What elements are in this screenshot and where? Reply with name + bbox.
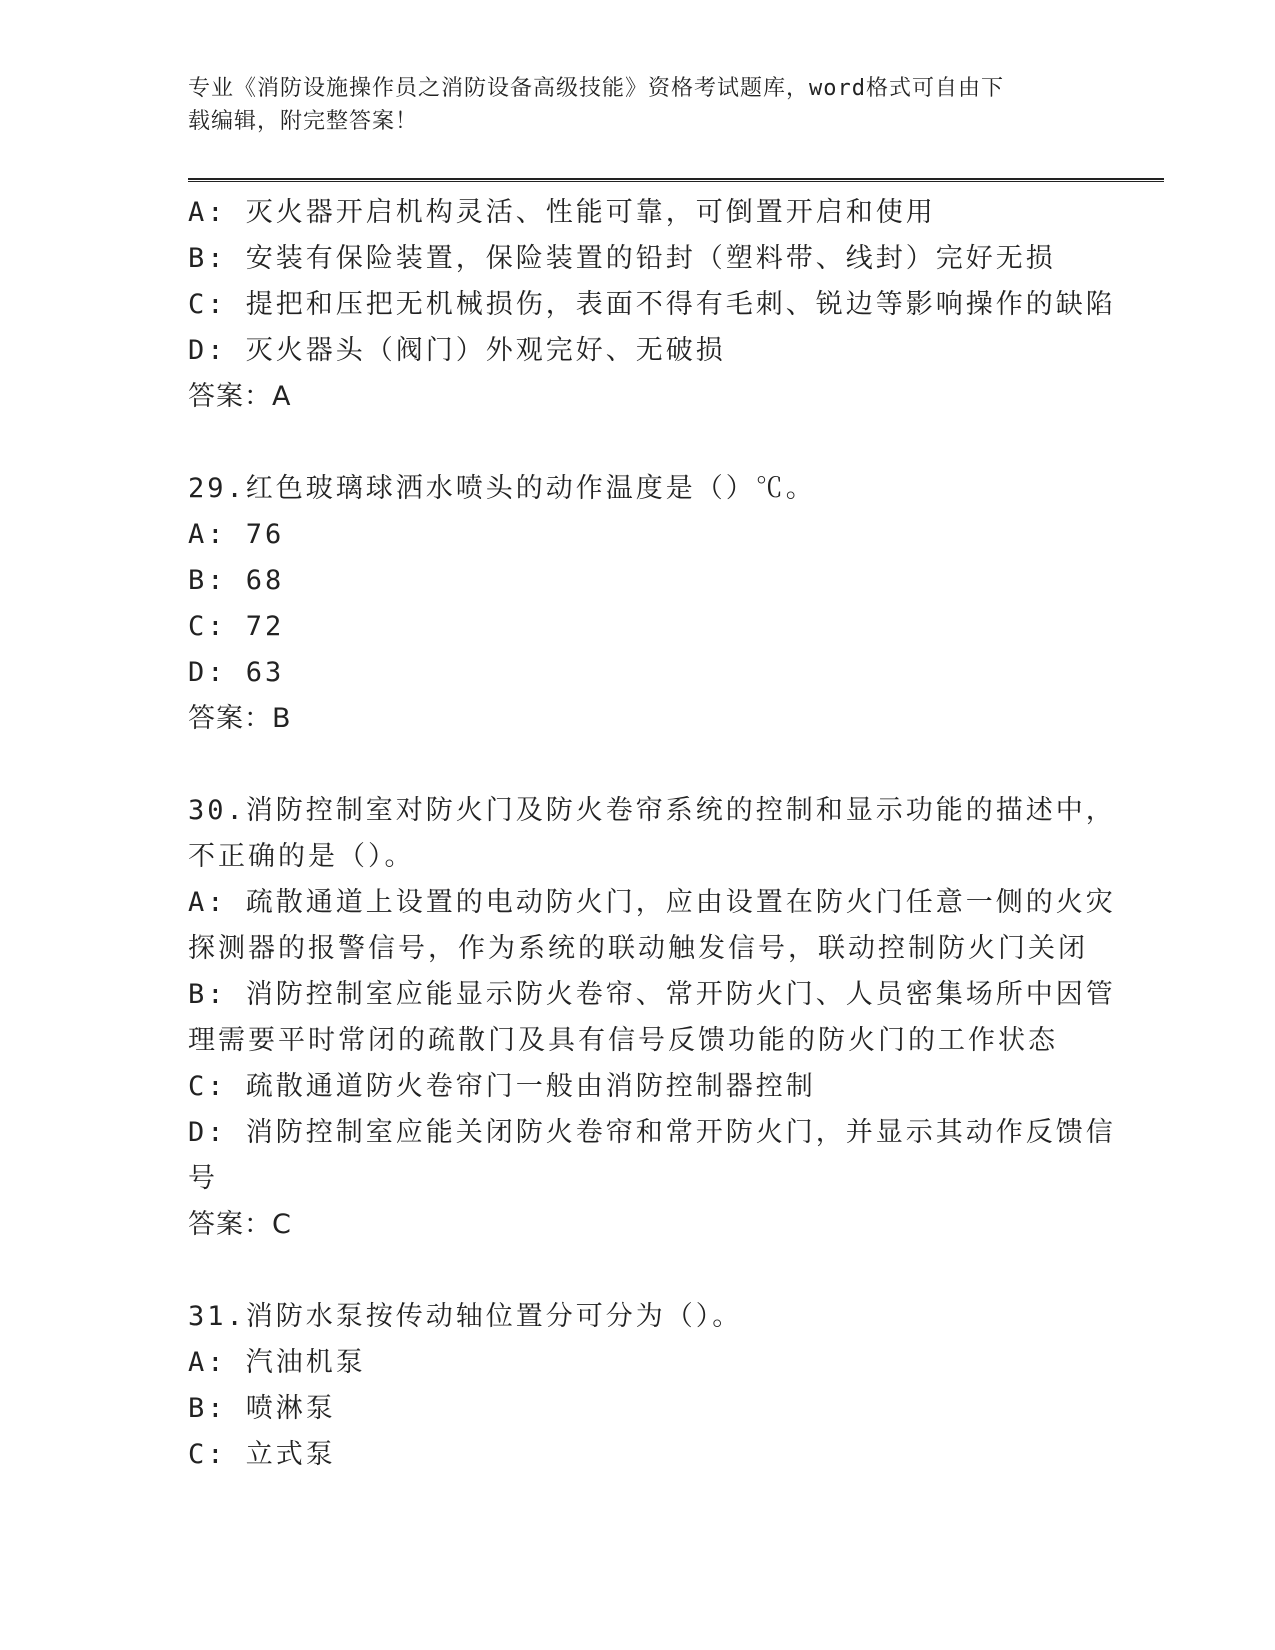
option-c: C: 72: [188, 611, 285, 642]
option-c: C: 疏散通道防火卷帘门一般由消防控制器控制: [188, 1071, 816, 1102]
option-c: C: 立式泵: [188, 1439, 336, 1470]
option-b-line-2: 理需要平时常闭的疏散门及具有信号反馈功能的防火门的工作状态: [188, 1025, 1058, 1056]
option-a: A: 76: [188, 519, 285, 550]
question-text: 29.红色玻璃球洒水喷头的动作温度是（）℃。: [188, 473, 816, 504]
header-line-1: 专业《消防设施操作员之消防设备高级技能》资格考试题库，word格式可自由下: [188, 76, 1004, 101]
question-text: 31.消防水泵按传动轴位置分可分为（）。: [188, 1301, 743, 1332]
question-text-line-2: 不正确的是（）。: [188, 841, 415, 872]
answer: 答案：A: [188, 381, 292, 412]
question-29: [188, 466, 1088, 742]
document-header: [188, 72, 1068, 138]
option-a: A: 灭火器开启机构灵活、性能可靠，可倒置开启和使用: [188, 197, 936, 228]
question-list: [188, 190, 1116, 1478]
header-divider: [188, 178, 1164, 182]
option-a-line-2: 探测器的报警信号，作为系统的联动触发信号，联动控制防火门关闭: [188, 933, 1088, 964]
option-b-line-1: B: 消防控制室应能显示防火卷帘、常开防火门、人员密集场所中因管: [188, 979, 1116, 1010]
option-b: B: 喷淋泵: [188, 1393, 336, 1424]
option-a: A: 汽油机泵: [188, 1347, 366, 1378]
question-text-line-1: 30.消防控制室对防火门及防火卷帘系统的控制和显示功能的描述中，: [188, 795, 1116, 826]
answer: 答案：B: [188, 703, 292, 734]
option-d: D: 63: [188, 657, 285, 688]
question-31: [188, 1294, 1088, 1478]
option-b: B: 68: [188, 565, 285, 596]
question-30: [188, 788, 1116, 1248]
option-d-line-2: 号: [188, 1163, 218, 1194]
option-d: D: 灭火器头（阀门）外观完好、无破损: [188, 335, 726, 366]
header-line-2: 载编辑，附完整答案！: [188, 109, 419, 134]
option-c: C: 提把和压把无机械损伤，表面不得有毛刺、锐边等影响操作的缺陷: [188, 289, 1116, 320]
answer: 答案：C: [188, 1209, 292, 1240]
question-28: [188, 190, 1116, 420]
option-a-line-1: A: 疏散通道上设置的电动防火门，应由设置在防火门任意一侧的火灾: [188, 887, 1116, 918]
option-d-line-1: D: 消防控制室应能关闭防火卷帘和常开防火门，并显示其动作反馈信: [188, 1117, 1116, 1148]
option-b: B: 安装有保险装置，保险装置的铅封（塑料带、线封）完好无损: [188, 243, 1056, 274]
